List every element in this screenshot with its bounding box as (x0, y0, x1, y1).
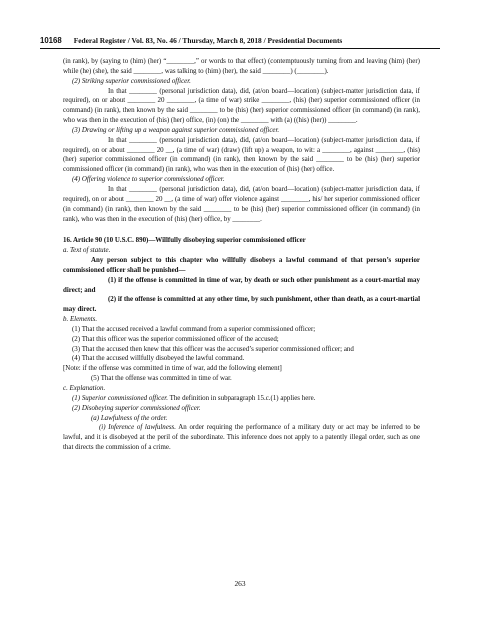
article-heading: 16. Article 90 (10 U.S.C. 890)—Willfully disobeying superior commissioned officer (63, 236, 306, 245)
element-5: (5) That the offense was committed in time of war. (91, 374, 232, 383)
explanation-2-heading: (2) Disobeying superior commissioned officer. (72, 403, 201, 412)
page-footer-number: 263 (234, 579, 246, 588)
explanation-1: (1) Superior commissioned officer. The definition in subparagraph 15.c.(1) applies here. (72, 393, 316, 402)
element-note: [Note: if the offense was committed in time of war, add the following element] (63, 364, 282, 373)
paragraph-continuation: (in rank), by (saying to (him) (her) “________,” or words to that effect) (contemptuously turning from and leaving (him) (her) while (he) (she), the said ________, was talking to (him) (her), the said ________) (________). (63, 57, 420, 75)
element-2: (2) That this officer was the superior commissioned officer of the accused; (72, 334, 279, 343)
page-header (40, 35, 440, 47)
element-3: (3) That the accused then knew that this officer was the accused’s superior commissioned officer; and (72, 344, 354, 353)
explanation-2ai: (i) Inference of lawfulness. An order requiring the performance of a military duty or act may be inferred to be lawful, and it is disobeyed at the peril of the subordinate. This inference does not apply to a patently illegal order, such as one that directs the commission of a crime. (63, 423, 421, 452)
header-page-number: 10168 (40, 36, 62, 45)
specimen-striking: In that ________ (personal jurisdiction data), did, (at/on board—location) (subject-matter jurisdiction data, if required), on or about ________ 20 ________, (a time of war) strike ________, (his) (her) superior commissioned officer (in command) (in rank), then known by the said ________ to be (his) (her) superior commissioned officer (in command) (in rank), who was then in the execution of (his) (her) office, (in) (on) the ________ with (a) ((his) (her)) ________. (63, 86, 420, 125)
specimen-offering-violence: In that ________ (personal jurisdiction data), did, (at/on board—location) (subject-matter jurisdiction data, if required), on or about ________ 20 __, (a time of war) offer violence against ________, his/ her superior commissioned officer (in command) (in rank), then known by the said ________ to be (his) (her) superior commissioned officer (in command) (in rank), who was then in the execution of (his) (her) office, by ________. (63, 184, 420, 223)
statute-intro: Any person subject to this chapter who willfully disobeys a lawful command of that person’s superior commissioned officer shall be punished— (63, 256, 420, 274)
label-text-of-statute: a. Text of statute. (63, 246, 111, 255)
header-rule (40, 48, 440, 49)
statute-clause-2: (2) if the offense is committed at any other time, by such punishment, other than death, as a court-martial may direct. (63, 295, 420, 314)
header-publication: Federal Register / Vol. 83, No. 46 / Thursday, March 8, 2018 / Presidential Documents (73, 36, 343, 45)
element-4: (4) That the accused willfully disobeyed the lawful command. (72, 354, 245, 363)
statute-clause-1: (1) if the offense is committed in time of war, by death or such other punishment as a court-martial may direct; and (63, 275, 420, 294)
explanation-2a-heading: (a) Lawfulness of the order. (91, 413, 168, 422)
label-explanation: c. Explanation. (63, 384, 106, 392)
specimen-drawing-weapon: In that ________ (personal jurisdiction data), did, (at/on board—location) (subject-matter jurisdiction data, if required), on or about ________ 20 __, (a time of war) (draw) (lift up) a weapon, to wit: a ________, against ________, (his) (her) superior commissioned officer (in command) (in rank), then known by the said ________ to be (his) (her) superior commissioned officer (in command) (in rank), who was then in the execution of (his) (her) office. (63, 135, 420, 174)
subsection-heading-drawing-weapon: (3) Drawing or lifting up a weapon against superior commissioned officer. (72, 125, 280, 134)
label-elements: b. Elements. (63, 315, 98, 324)
subsection-heading-striking: (2) Striking superior commissioned officer. (72, 76, 191, 85)
subsection-heading-offering-violence: (4) Offering violence to superior commissioned officer. (72, 175, 225, 184)
element-1: (1) That the accused received a lawful command from a superior commissioned officer; (72, 324, 316, 333)
document-body (63, 57, 420, 453)
